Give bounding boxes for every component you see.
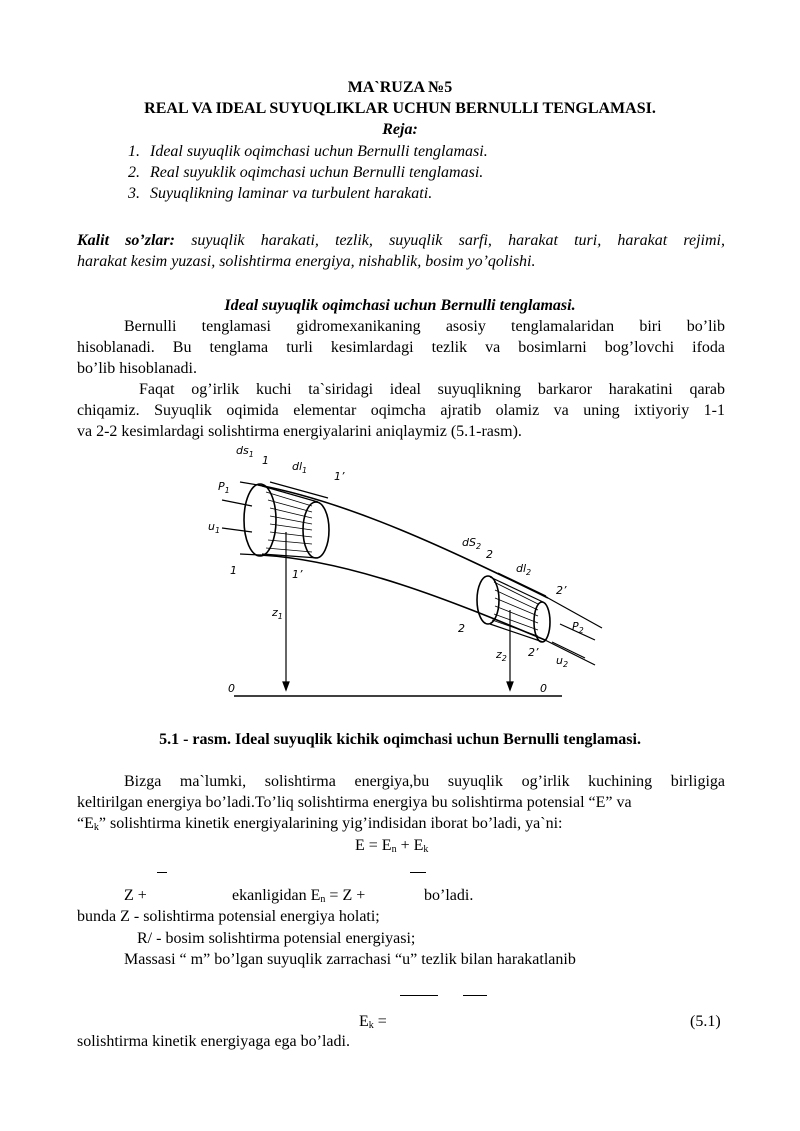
fraction-bar	[157, 872, 167, 873]
label-section-2-bottom: 2	[458, 622, 465, 635]
paragraph-line: Bizga ma`lumki, solishtirma energiya,bu suyuqlik og’irlik kuchining birligiga	[124, 773, 725, 790]
equation-ekanligidan: ekanligidan $E_n = Z$ +	[232, 887, 366, 905]
equation-kinetic: $E_k$ =	[359, 1013, 387, 1031]
label-section-1prime-bottom: 1’	[292, 568, 303, 581]
paragraph-line: hisoblanadi. Bu tenglama turli kesimlardagi tezlik va bosimlarni bog’lovchi ifoda	[77, 339, 725, 356]
label-section-2-top: 2	[486, 548, 493, 561]
section-1-ellipse	[244, 484, 276, 556]
fraction-bar	[410, 872, 426, 873]
plan-item-text: Real suyuklik oqimchasi uchun Bernulli tenglamasi.	[150, 164, 484, 181]
equation-z-plus: Z +	[124, 887, 147, 904]
paragraph-line: Faqat og’irlik kuchi ta`siridagi ideal suyuqlikning barkaror harakatini qarab	[139, 381, 725, 398]
plan-item-number: 3.	[128, 185, 140, 202]
paragraph-line: bo’lib hisoblanadi.	[77, 360, 197, 377]
label-datum-right: 0	[540, 682, 547, 695]
figure-caption: 5.1 - rasm. Ideal suyuqlik kichik oqimchasi uchun Bernulli tenglamasi.	[159, 731, 641, 748]
paragraph-line: va 2-2 kesimlardagi solishtirma energiyalarini aniqlaymiz (5.1-rasm).	[77, 423, 522, 440]
paragraph-line: keltirilgan energiya bo’ladi.To’liq solishtirma energiya bu solishtirma potensial “E” va	[77, 794, 632, 811]
label-u2: $u_2$	[556, 654, 569, 669]
paragraph-line: “$E_k$” solishtirma kinetik energiyalarining yig’indisidan iborat bo’ladi, ya`ni:	[77, 815, 563, 833]
velocity-arrow-1	[222, 528, 252, 532]
fraction-bar	[463, 995, 487, 996]
page-title: REAL VA IDEAL SUYUQLIKLAR UCHUN BERNULLI TENGLAMASI.	[144, 100, 656, 117]
plan-item-text: Suyuqlikning laminar va turbulent harakati.	[150, 185, 433, 202]
label-ds2: $dS_2$	[462, 536, 482, 551]
label-dl1: $dl_1$	[292, 460, 308, 475]
label-ds1: $ds_1$	[236, 444, 254, 459]
label-section-2prime-bottom: 2’	[528, 646, 539, 659]
label-u1: $u_1$	[208, 520, 221, 535]
keywords-line-2: harakat kesim yuzasi, solishtirma energiya, nishablik, bosim yo’qolishi.	[77, 253, 536, 270]
pressure-arrow-1	[222, 500, 252, 506]
paragraph-line: chiqamiz. Suyuqlik oqimida elementar oqimcha ajratib olamiz va uning ixtiyoriy 1-1	[77, 402, 725, 419]
tube-bottom-edge	[260, 555, 545, 640]
label-p1: $P_1$	[218, 480, 230, 495]
label-z2: $z_2$	[496, 648, 507, 663]
plan-item-number: 1.	[128, 143, 140, 160]
section-heading: Ideal suyuqlik oqimchasi uchun Bernulli tenglamasi.	[224, 297, 576, 314]
plan-item	[128, 184, 432, 204]
equation-number: (5.1)	[690, 1013, 721, 1030]
plan-item	[128, 163, 483, 183]
equation-boladi: bo’ladi.	[424, 887, 474, 904]
label-z1: $z_1$	[272, 606, 283, 621]
label-dl2: $dl_2$	[516, 562, 532, 577]
paragraph-line: Massasi “ m” bo’lgan suyuqlik zarrachasi “u” tezlik bilan harakatlanib	[124, 951, 576, 968]
plan-item	[128, 142, 488, 162]
label-section-2prime-top: 2’	[556, 584, 567, 597]
tube-top-edge	[258, 485, 548, 598]
label-p2: $P_2$	[572, 620, 584, 635]
plan-item-text: Ideal suyuqlik oqimchasi uchun Bernulli tenglamasi.	[150, 143, 488, 160]
paragraph-line: Bernulli tenglamasi gidromexanikaning asosiy tenglamalaridan biri bo’lib	[124, 318, 725, 335]
plan-item-number: 2.	[128, 164, 140, 181]
equation-energy-sum: $E = E_n + E_k$	[355, 837, 429, 855]
label-datum-left: 0	[228, 682, 235, 695]
plan-label: Reja:	[382, 121, 418, 138]
keywords-text-1: suyuqlik harakati, tezlik, suyuqlik sarfi, harakat turi, harakat rejimi,	[191, 232, 725, 249]
definition-z: bunda Z - solishtirma potensial energiya holati;	[77, 908, 380, 925]
label-section-1-top: 1	[262, 454, 269, 467]
paragraph-line: solishtirma kinetik energiyaga ega bo’ladi.	[77, 1033, 350, 1050]
definition-pressure: R/ - bosim solishtirma potensial energiyasi;	[137, 930, 416, 947]
keywords-label: Kalit so’zlar:	[77, 232, 175, 249]
fraction-bar	[400, 995, 438, 996]
keywords-line-1	[77, 231, 725, 251]
label-section-1prime-top: 1’	[334, 470, 345, 483]
bernulli-streamtube-figure	[200, 440, 610, 710]
lecture-number: MA`RUZA №5	[347, 79, 453, 96]
label-section-1-bottom: 1	[230, 564, 237, 577]
